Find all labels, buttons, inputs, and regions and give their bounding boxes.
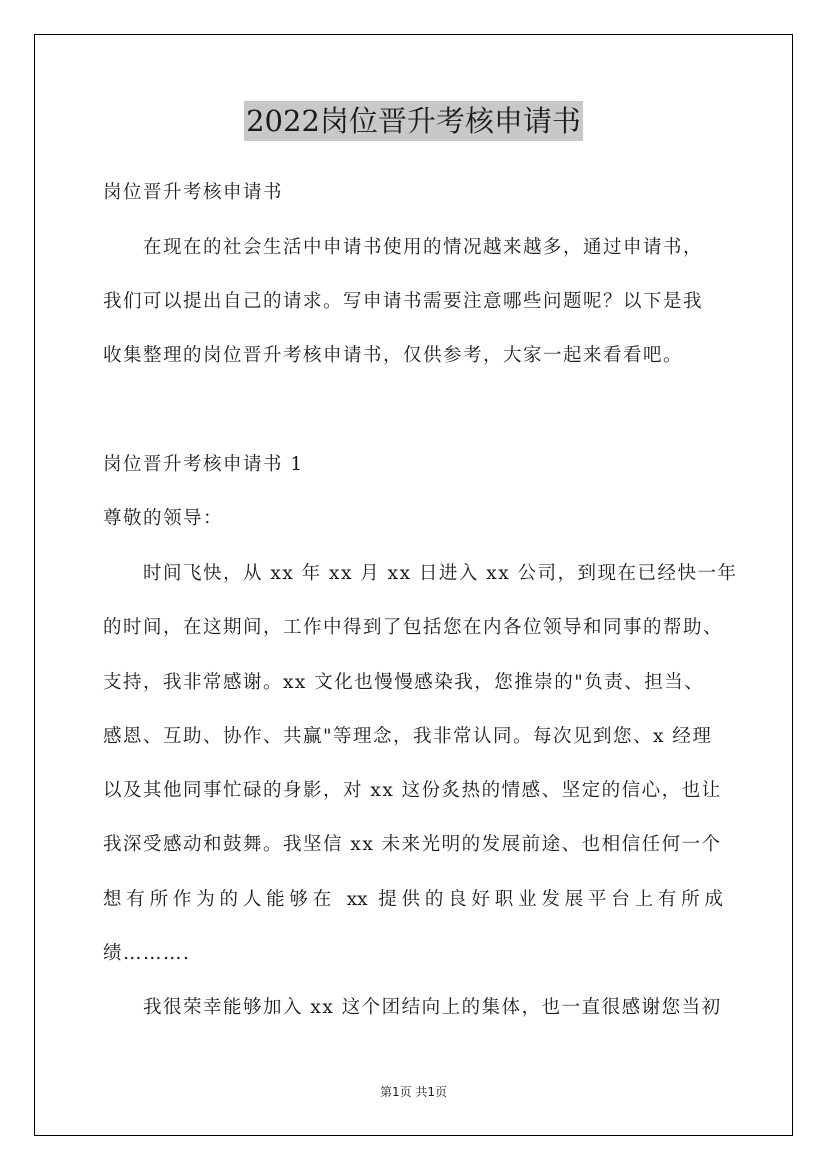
page-footer: 第1页 共1页	[379, 1085, 448, 1099]
para2-line-1: 我很荣幸能够加入 xx 这个团结向上的集体，也一直很感谢您当初	[143, 997, 722, 1018]
document-title: 2022岗位晋升考核申请书	[244, 101, 583, 141]
para1-line-2: 的时间，在这期间，工作中得到了包括您在内各位领导和同事的帮助、	[103, 617, 724, 638]
para1-line-4: 感恩、互助、协作、共赢"等理念，我非常认同。每次见到您、x 经理	[103, 726, 713, 747]
subtitle: 岗位晋升考核申请书	[103, 182, 284, 203]
title-container	[0, 101, 827, 141]
para1-line-6: 我深受感动和鼓舞。我坚信 xx 未来光明的发展前途、也相信任何一个	[103, 834, 722, 855]
intro-line-1: 在现在的社会生活中申请书使用的情况越来越多，通过申请书，	[143, 237, 704, 258]
para1-line-8: 绩……….	[103, 943, 191, 964]
para1-line-5: 以及其他同事忙碌的身影，对 xx 这份炙热的情感、坚定的信心，也让	[103, 780, 722, 801]
salutation: 尊敬的领导：	[103, 508, 224, 529]
para1-line-3: 支持，我非常感谢。xx 文化也慢慢感染我，您推崇的"负责、担当、	[103, 672, 705, 693]
para1-line-7: 想有所作为的人能够在 xx 提供的良好职业发展平台上有所成	[103, 889, 723, 910]
intro-line-3: 收集整理的岗位晋升考核申请书，仅供参考，大家一起来看看吧。	[103, 345, 684, 366]
section-title: 岗位晋升考核申请书 1	[103, 454, 304, 475]
intro-line-2: 我们可以提出自己的请求。写申请书需要注意哪些问题呢？以下是我	[103, 291, 704, 312]
para1-line-1: 时间飞快，从 xx 年 xx 月 xx 日进入 xx 公司，到现在已经快一年	[143, 563, 738, 584]
